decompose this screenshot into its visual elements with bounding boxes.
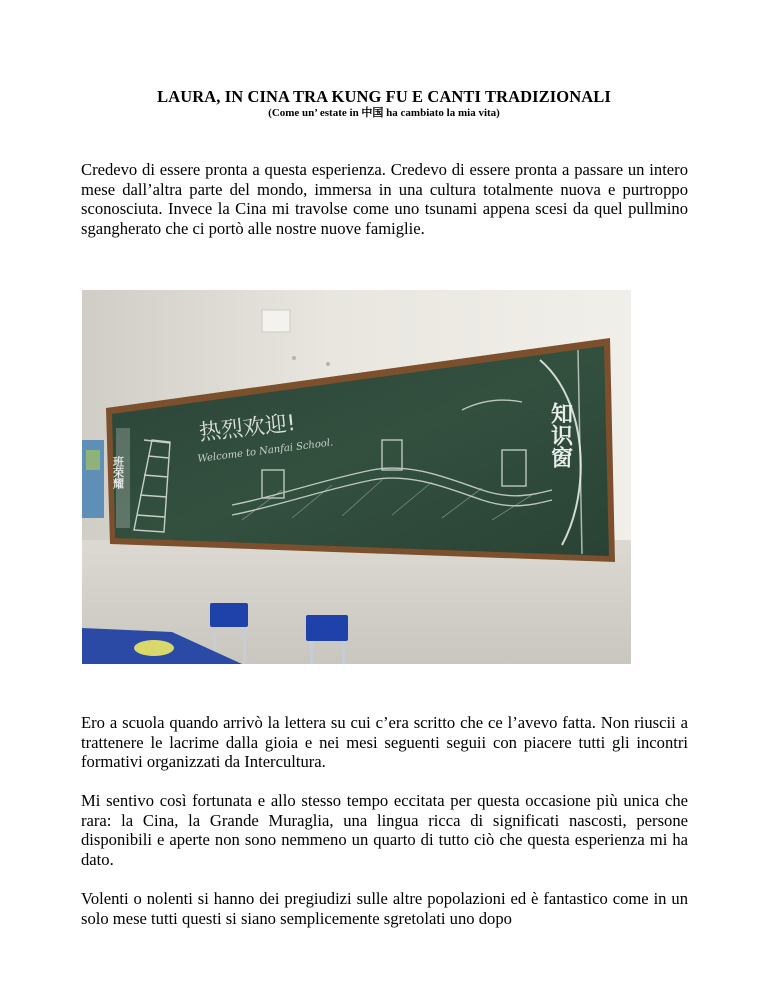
paragraph-letter: Ero a scuola quando arrivò la lettera su cui c’era scritto che ce l’avevo fatta. Non riuscii a trattenere le lacrime dalla gioia e nei mesi seguenti seguii con piacere tutti gli incontri formativi organizzati da Intercultura.: [81, 713, 688, 772]
desk-snack-bag: [134, 640, 174, 656]
board-side-right-text: 知识窗: [547, 402, 573, 468]
wall-map-land: [86, 450, 100, 470]
paragraph-intro: Credevo di essere pronta a questa esperienza. Credevo di essere pronta a passare un intero mese dall’altra parte del mondo, immersa in una cultura totalmente nuova e purtroppo sconosciuta. Invece la Cina mi travolse come uno tsunami appena scesi da quel pullmino sgangherato che ci portò alle nostre nuove famiglie.: [81, 160, 688, 238]
paragraph-prejudices: Volenti o nolenti si hanno dei pregiudizi sulle altre popolazioni ed è fantastico come in un solo mese tutti questi si siano semplicemente sgretolati uno dopo: [81, 889, 688, 928]
board-side-left-text: 班荣耀: [111, 456, 125, 489]
paragraph-fortunate: Mi sentivo così fortunata e allo stesso tempo eccitata per questa occasione più unica che rara: la Cina, la Grande Muraglia, una lingua ricca di significati nascosti, persone disponibili e aperte non sono nemmeno un quarto di tutto ciò che questa esperienza mi ha dato.: [81, 791, 688, 869]
wall-patch: [262, 310, 290, 332]
wall-dot: [292, 356, 296, 360]
board-welcome-text: Welcome to Nanfai School.: [197, 437, 334, 465]
classroom-blackboard-photo: [82, 290, 631, 664]
board-heading-text: 热烈欢迎!: [198, 410, 297, 446]
wall-dot: [326, 362, 330, 366]
article-title: LAURA, IN CINA TRA KUNG FU E CANTI TRADIZIONALI: [157, 87, 611, 106]
article-subtitle: (Come un’ estate in 中国 ha cambiato la mia vita): [268, 107, 500, 119]
